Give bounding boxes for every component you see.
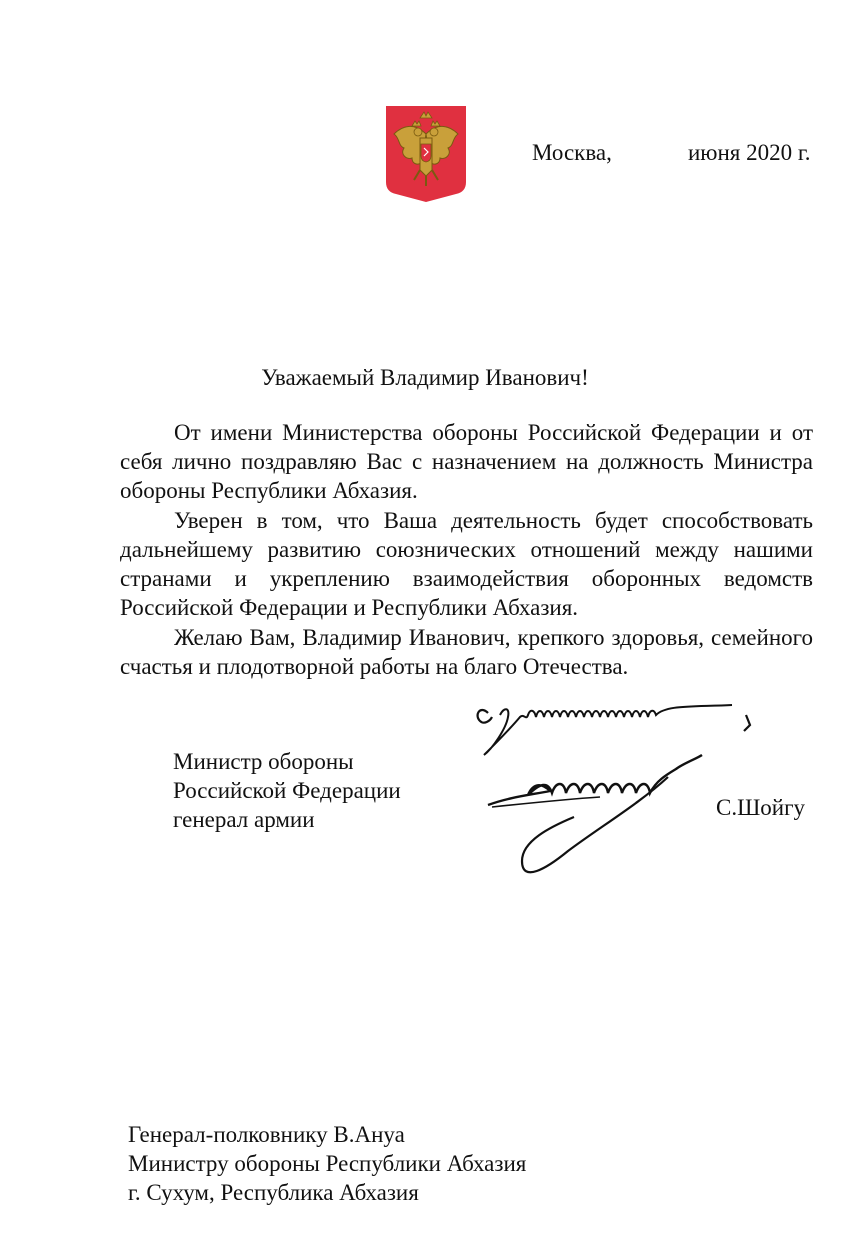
- title-line: Российской Федерации: [173, 778, 401, 803]
- addressee-line: Министру обороны Республики Абхазия: [128, 1151, 527, 1176]
- addressee-line: Генерал-полковнику В.Ануа: [128, 1122, 405, 1147]
- date: июня 2020 г.: [688, 140, 811, 165]
- handwritten-signature: [470, 685, 770, 885]
- addressee-block: [128, 1120, 526, 1207]
- place: Москва,: [532, 140, 612, 165]
- paragraph: От имени Министерства обороны Российской Федерации и от себя лично поздравляю Вас с назначением на должность Министра обороны Республики Абхазия.: [120, 420, 813, 503]
- coat-of-arms-icon: [384, 104, 468, 204]
- title-line: генерал армии: [173, 807, 315, 832]
- paragraph: Уверен в том, что Ваша деятельность будет способствовать дальнейшему развитию союзнических отношений между нашими странами и укреплению взаимодействия оборонных ведомств Российской Федерации и Республики Абхазия.: [120, 508, 813, 620]
- signatory-name: С.Шойгу: [716, 795, 806, 820]
- title-line: Министр обороны: [173, 749, 354, 774]
- addressee-line: г. Сухум, Республика Абхазия: [128, 1180, 419, 1205]
- signatory-title: [173, 747, 401, 834]
- letter-body: [120, 418, 813, 682]
- paragraph: Желаю Вам, Владимир Иванович, крепкого здоровья, семейного счастья и плодотворной работы на благо Отечества.: [120, 625, 813, 679]
- salutation: Уважаемый Владимир Иванович!: [261, 365, 589, 390]
